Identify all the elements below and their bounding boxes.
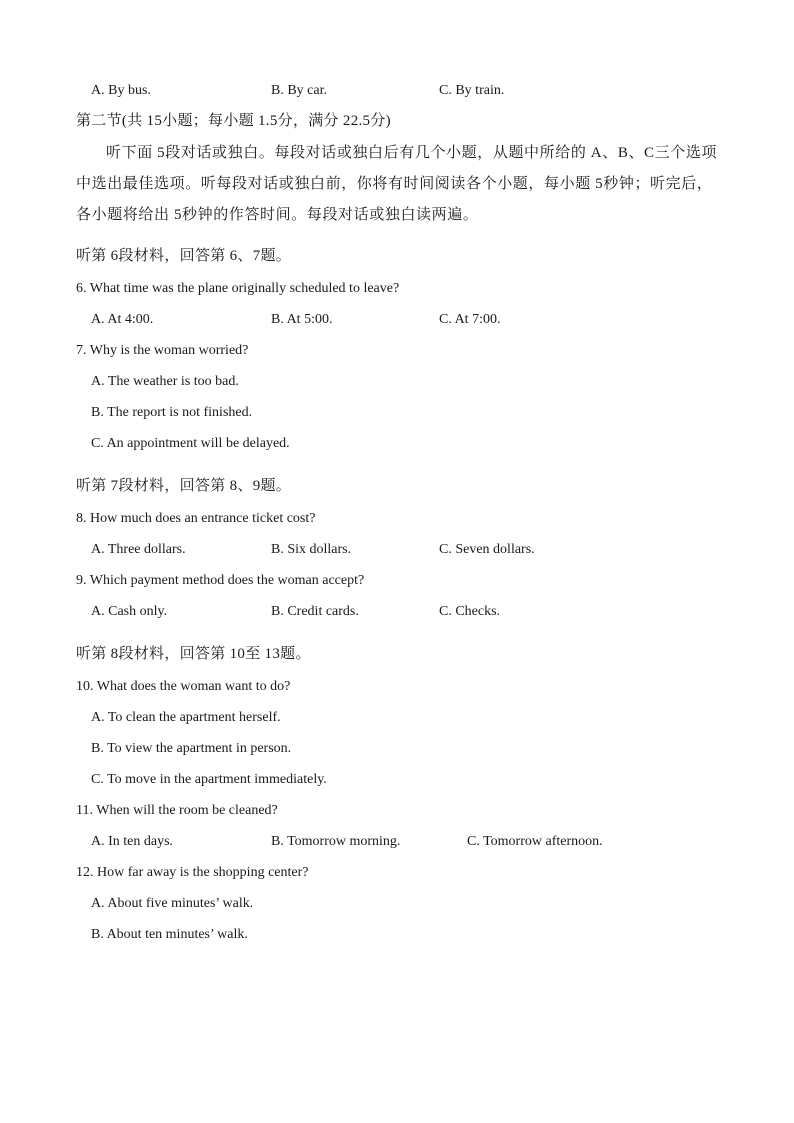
group-heading-1: 听第 6段材料，回答第 6、7题。 bbox=[76, 248, 292, 264]
question-7: 7. Why is the woman worried? bbox=[76, 343, 249, 358]
q6-option-a: A. At 4:00. bbox=[91, 312, 154, 327]
q9-option-a: A. Cash only. bbox=[91, 604, 168, 619]
question-11: 11. When will the room be cleaned? bbox=[76, 803, 278, 818]
group-heading-3: 听第 8段材料，回答第 10至 13题。 bbox=[76, 646, 311, 662]
q8-option-c: C. Seven dollars. bbox=[439, 542, 535, 557]
instructions-paragraph: 听下面 5段对话或独白。每段对话或独白后有几个小题，从题中所给的 A、B、C三个选项中选出最佳选项。听每段对话或独白前，你将有时间阅读各个小题，每小题 5秒钟；听完后，各小题将给出 5秒钟的作答时间。每段对话或独白读两遍。 bbox=[76, 145, 718, 223]
q6-option-c: C. At 7:00. bbox=[439, 312, 501, 327]
q5-option-b: B. By car. bbox=[271, 83, 327, 98]
q10-option-a: A. To clean the apartment herself. bbox=[91, 710, 281, 725]
q9-option-c: C. Checks. bbox=[439, 604, 501, 619]
question-12: 12. How far away is the shopping center? bbox=[76, 865, 309, 880]
q10-option-b: B. To view the apartment in person. bbox=[91, 741, 292, 756]
q11-option-a: A. In ten days. bbox=[91, 834, 174, 849]
q10-option-c: C. To move in the apartment immediately. bbox=[91, 772, 327, 787]
q11-option-c: C. Tomorrow afternoon. bbox=[467, 834, 603, 849]
q7-option-a: A. The weather is too bad. bbox=[91, 374, 239, 389]
q7-option-b: B. The report is not finished. bbox=[91, 405, 253, 420]
q8-option-b: B. Six dollars. bbox=[271, 542, 352, 557]
question-9: 9. Which payment method does the woman accept? bbox=[76, 573, 365, 588]
question-10: 10. What does the woman want to do? bbox=[76, 679, 291, 694]
q11-option-b: B. Tomorrow morning. bbox=[271, 834, 401, 849]
q12-option-a: A. About five minutes’ walk. bbox=[91, 896, 254, 911]
group-heading-2: 听第 7段材料，回答第 8、9题。 bbox=[76, 478, 292, 494]
q9-option-b: B. Credit cards. bbox=[271, 604, 359, 619]
q5-option-a: A. By bus. bbox=[91, 83, 151, 98]
q12-option-b: B. About ten minutes’ walk. bbox=[91, 927, 248, 942]
q6-option-b: B. At 5:00. bbox=[271, 312, 333, 327]
q7-option-c: C. An appointment will be delayed. bbox=[91, 436, 290, 451]
question-8: 8. How much does an entrance ticket cost? bbox=[76, 511, 316, 526]
q8-option-a: A. Three dollars. bbox=[91, 542, 186, 557]
question-6: 6. What time was the plane originally scheduled to leave? bbox=[76, 281, 400, 296]
section-header: 第二节(共 15小题；每小题 1.5分，满分 22.5分) bbox=[76, 113, 391, 129]
q5-option-c: C. By train. bbox=[439, 83, 505, 98]
